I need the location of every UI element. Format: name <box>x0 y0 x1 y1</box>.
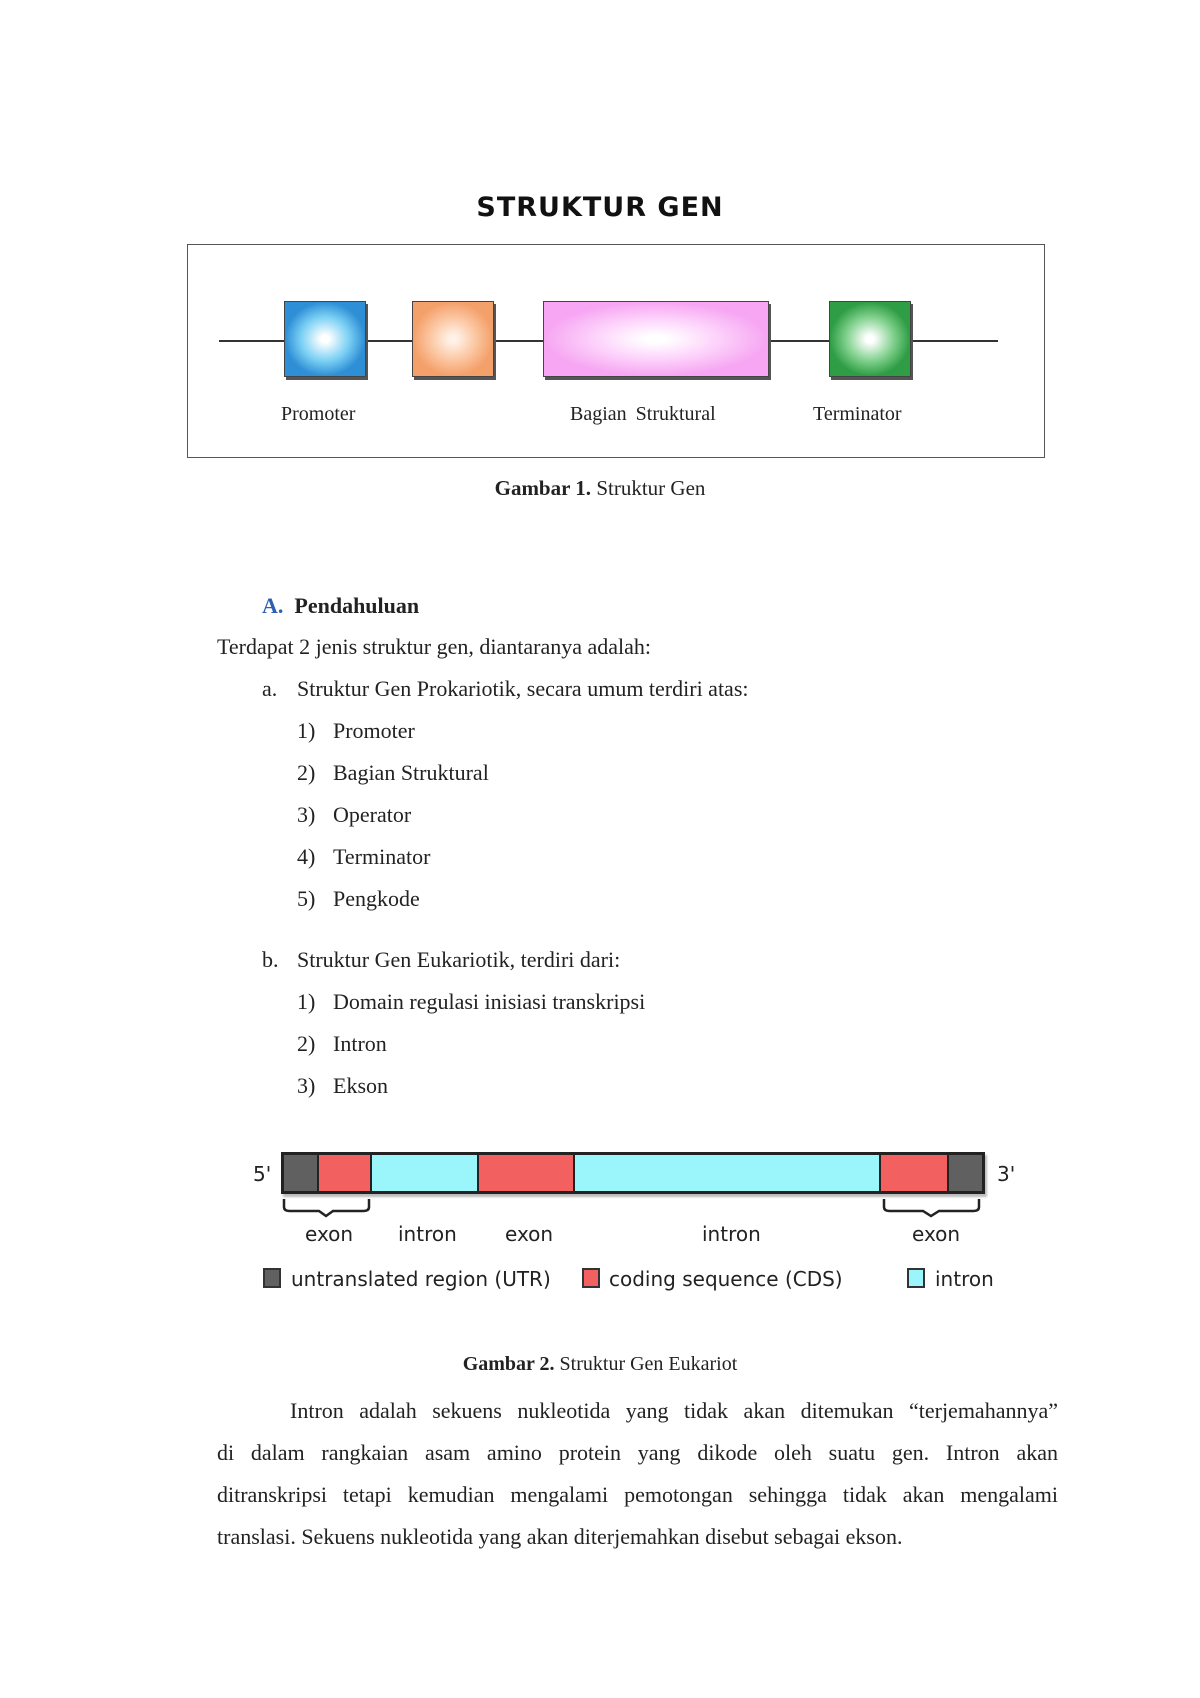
paragraph-line: ditranskripsi tetapi kemudian mengalami pemotongan sehingga tidak akan mengalami <box>217 1482 1058 1507</box>
list-item: Operator <box>333 802 412 827</box>
list-item: Terminator <box>333 844 431 869</box>
list-b-marker: b. <box>262 947 279 972</box>
three-prime-label: 3' <box>997 1162 1016 1186</box>
legend-label-utr: untranslated region (UTR) <box>291 1267 551 1291</box>
list-item: Bagian Struktural <box>333 760 489 785</box>
exon-label: exon <box>305 1222 354 1246</box>
list-a-marker: a. <box>262 676 278 701</box>
figure2-caption-label: Gambar 2. <box>462 1353 555 1375</box>
list-item-number: 1) <box>297 718 316 743</box>
legend-swatch-utr <box>263 1268 281 1288</box>
paragraph-line: Intron adalah sekuens nukleotida yang tidak akan ditemukan “terjemahannya” <box>290 1398 1058 1423</box>
list-a-text: Struktur Gen Prokariotik, secara umum terdiri atas: <box>297 676 749 701</box>
legend-swatch-cds <box>582 1268 600 1288</box>
intro-text: Terdapat 2 jenis struktur gen, diantaranya adalah: <box>217 634 652 659</box>
paragraph-line: di dalam rangkaian asam amino protein yang dikode oleh suatu gen. Intron akan <box>217 1440 1058 1465</box>
figure1-caption-text: Struktur Gen <box>591 476 706 500</box>
section-marker: A. <box>262 593 284 618</box>
list-item-number: 4) <box>297 844 316 869</box>
list-item: Promoter <box>333 718 415 743</box>
structural-label: Bagian Struktural <box>570 403 716 425</box>
intron-label: intron <box>702 1222 761 1246</box>
list-item: Ekson <box>333 1073 388 1098</box>
list-item-number: 3) <box>297 802 316 827</box>
list-item-number: 2) <box>297 1031 316 1056</box>
list-item-number: 3) <box>297 1073 316 1098</box>
legend-swatch-intron <box>907 1268 925 1288</box>
paragraph-line: translasi. Sekuens nukleotida yang akan diterjemahkan disebut sebagai ekson. <box>217 1524 903 1549</box>
exon-bracket-right <box>884 1199 979 1216</box>
list-item-number: 5) <box>297 886 316 911</box>
list-b-text: Struktur Gen Eukariotik, terdiri dari: <box>297 947 621 972</box>
terminator-label: Terminator <box>813 403 902 425</box>
intron-label: intron <box>398 1222 457 1246</box>
figure2-caption <box>0 1353 1200 1376</box>
figure1-caption-label: Gambar 1. <box>494 476 592 500</box>
exon-label: exon <box>912 1222 961 1246</box>
list-item: Intron <box>333 1031 387 1056</box>
list-item: Pengkode <box>333 886 420 911</box>
document-title: STRUKTUR GEN <box>476 192 724 223</box>
five-prime-label: 5' <box>253 1162 272 1186</box>
figure2-caption-text: Struktur Gen Eukariot <box>554 1353 738 1375</box>
legend-label-intron: intron <box>935 1267 994 1291</box>
list-item: Domain regulasi inisiasi transkripsi <box>333 989 646 1014</box>
list-item-number: 1) <box>297 989 316 1014</box>
legend-label-cds: coding sequence (CDS) <box>609 1267 843 1291</box>
promoter-label: Promoter <box>281 403 356 425</box>
exon-label: exon <box>505 1222 554 1246</box>
list-item-number: 2) <box>297 760 316 785</box>
exon-bracket-left <box>284 1199 369 1216</box>
section-heading: Pendahuluan <box>294 593 420 618</box>
